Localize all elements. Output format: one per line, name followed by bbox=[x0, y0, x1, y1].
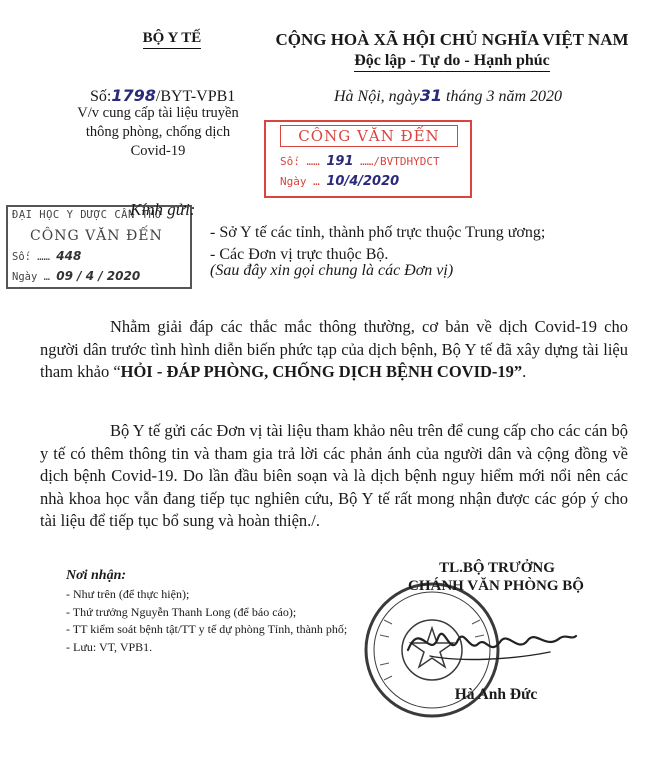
stamp-grey-date-value: 09 / 4 / 2020 bbox=[56, 269, 141, 283]
date-suffix: tháng 3 năm 2020 bbox=[442, 88, 563, 105]
doc-number-suffix: /BYT-VPB1 bbox=[155, 88, 236, 105]
subject-line: thông phòng, chống dịch bbox=[85, 124, 231, 140]
doc-number-handwritten: 1798 bbox=[111, 86, 156, 105]
receiver-item: - Lưu: VT, VPB1. bbox=[66, 639, 153, 654]
handwritten-signature-icon bbox=[400, 600, 580, 680]
date-day-handwritten: 31 bbox=[419, 86, 443, 105]
date-prefix: Hà Nội, ngày bbox=[334, 88, 420, 105]
republic-title: CỘNG HOÀ XÃ HỘI CHỦ NGHĨA VIỆT NAM bbox=[275, 30, 629, 49]
recipient-list bbox=[210, 222, 545, 266]
receiver-item: - TT kiểm soát bệnh tật/TT y tế dự phòng Tỉnh, thành phố; bbox=[66, 622, 348, 636]
stamp-red-date: Ngày … 10/4/2020 bbox=[280, 174, 400, 189]
receivers-label: Nơi nhận: bbox=[66, 568, 127, 583]
national-motto: Độc lập - Tự do - Hạnh phúc bbox=[262, 52, 642, 70]
document-subject bbox=[48, 104, 268, 161]
signer-role-2: CHÁNH VĂN PHÒNG BỘ bbox=[408, 578, 584, 594]
subject-line: Covid-19 bbox=[130, 143, 186, 159]
document-title-bold: HỎI - ĐÁP PHÒNG, CHỐNG DỊCH BỆNH COVID-19” bbox=[120, 362, 523, 381]
receivers-list bbox=[66, 586, 347, 656]
recipient-item: - Sở Y tế các tỉnh, thành phố trực thuộc Trung ương; bbox=[210, 224, 546, 241]
body-paragraph-2: Bộ Y tế gửi các Đơn vị tài liệu tham khảo nêu trên để cung cấp cho các cán bộ y tế có thêm thông tin và tham gia trả lời các phản ánh của người dân và cộng đồng về dịch bệnh Covid-19. Do lần đầu biên soạn và là dịch bệnh nguy hiểm mới nổi nên các nhà khoa học vẫn đang tiếp tục nghiên cứu, Bộ Y tế rất mong nhận được các góp ý cho tài liệu để tiếp tục bổ sung và hoàn thiện./. bbox=[40, 421, 628, 530]
stamp-grey-number: Số: …… 448 bbox=[12, 249, 82, 263]
receiver-item: - Như trên (để thực hiện); bbox=[66, 587, 190, 601]
ministry-name: BỘ Y TẾ bbox=[120, 30, 224, 47]
stamp-red-number-value: 191 bbox=[326, 154, 354, 169]
receiver-item: - Thứ trưởng Nguyễn Thanh Long (để báo cáo); bbox=[66, 604, 297, 619]
stamp-grey-org: ĐẠI HỌC Y DƯỢC CẦN THƠ bbox=[12, 209, 163, 221]
stamp-grey-title: CÔNG VĂN ĐẾN bbox=[30, 228, 163, 244]
doc-number-prefix: Số: bbox=[90, 88, 112, 105]
signer-role-1: TL.BỘ TRƯỞNG bbox=[439, 560, 555, 576]
subject-line: V/v cung cấp tài liệu truyền bbox=[77, 105, 239, 121]
signer-name: Hà Anh Đức bbox=[454, 686, 538, 703]
recipients-note: (Sau đây xin gọi chung là các Đơn vị) bbox=[210, 262, 454, 279]
stamp-grey-date: Ngày … 09 / 4 / 2020 bbox=[12, 269, 141, 283]
incoming-stamp-red bbox=[264, 120, 472, 198]
date-line bbox=[334, 86, 562, 106]
document-number bbox=[90, 86, 235, 106]
stamp-red-number: Số: …… 191 ……/BVTDHYDCT bbox=[280, 154, 440, 169]
recipient-item: - Các Đơn vị trực thuộc Bộ. bbox=[210, 246, 389, 263]
body-paragraph-1: Nhằm giải đáp các thắc mắc thông thường, cơ bản về dịch Covid-19 cho người dân trước tình hình diễn biến phức tạp của dịch bệnh, Bộ Y tế đã xây dựng tài liệu tham khảo “HỎI - ĐÁP PHÒNG, CHỐNG DỊCH BỆNH COVID-19”. bbox=[40, 317, 628, 381]
stamp-red-date-value: 10/4/2020 bbox=[326, 174, 400, 189]
salutation: Kính gửi: bbox=[130, 200, 196, 219]
stamp-red-title: CÔNG VĂN ĐẾN bbox=[280, 125, 458, 147]
stamp-grey-number-value: 448 bbox=[56, 249, 82, 263]
